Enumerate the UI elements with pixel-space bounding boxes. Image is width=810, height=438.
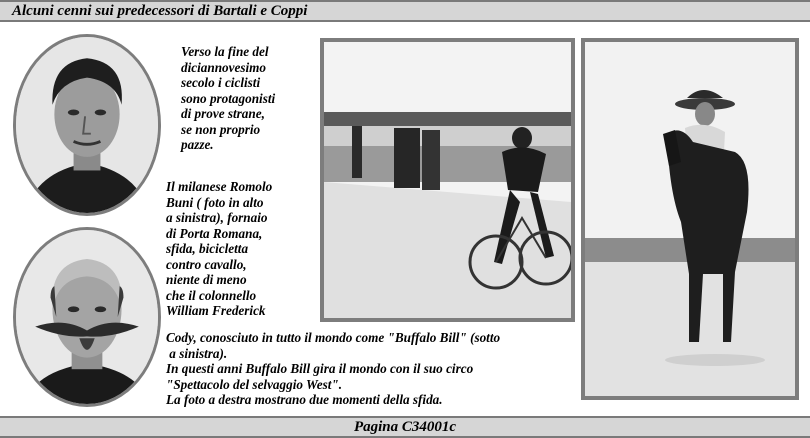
text-line: a sinistra), fornaio [166, 210, 268, 225]
story-paragraph [166, 179, 272, 319]
text-line: secolo i ciclisti [181, 75, 261, 90]
page-title: Alcuni cenni sui predecessori di Bartali e Coppi [12, 3, 308, 19]
text-line: a sinistra). [166, 345, 228, 361]
intro-paragraph [181, 44, 275, 153]
text-line: In questi anni Buffalo Bill gira il mondo con il suo circo [166, 361, 474, 376]
continuation-paragraph [166, 330, 500, 408]
portrait-buffalo-bill [13, 227, 161, 407]
page-number: Pagina C34001c [353, 419, 457, 435]
text-line: se non proprio [181, 121, 261, 137]
text-line: Cody, conosciuto in tutto il mondo come "Buffalo Bill" (sotto [166, 330, 501, 345]
portrait-romolo-buni [13, 34, 161, 216]
photo-cyclist [320, 38, 575, 322]
text-line: di prove strane, [181, 106, 265, 121]
text-line: diciannovesimo [181, 59, 266, 75]
photo-horse-rider [581, 38, 799, 400]
text-line: "Spettacolo del selvaggio West". [166, 376, 343, 392]
header-bar [0, 0, 810, 22]
text-line: niente di meno [166, 272, 247, 287]
text-line: Verso la fine del [181, 44, 269, 59]
text-line: La foto a destra mostrano due momenti della sfida. [166, 392, 443, 407]
text-line: William Frederick [166, 303, 266, 318]
text-line: Il milanese Romolo [166, 179, 273, 194]
footer-bar [0, 416, 810, 438]
text-line: sono protagonisti [181, 90, 276, 106]
text-line: sfida, bicicletta [166, 241, 249, 256]
text-line: pazze. [181, 137, 214, 152]
text-line: di Porta Romana, [166, 225, 263, 241]
text-line: che il colonnello [166, 287, 257, 303]
text-line: Buni ( foto in alto [166, 194, 264, 210]
text-line: contro cavallo, [166, 256, 247, 272]
